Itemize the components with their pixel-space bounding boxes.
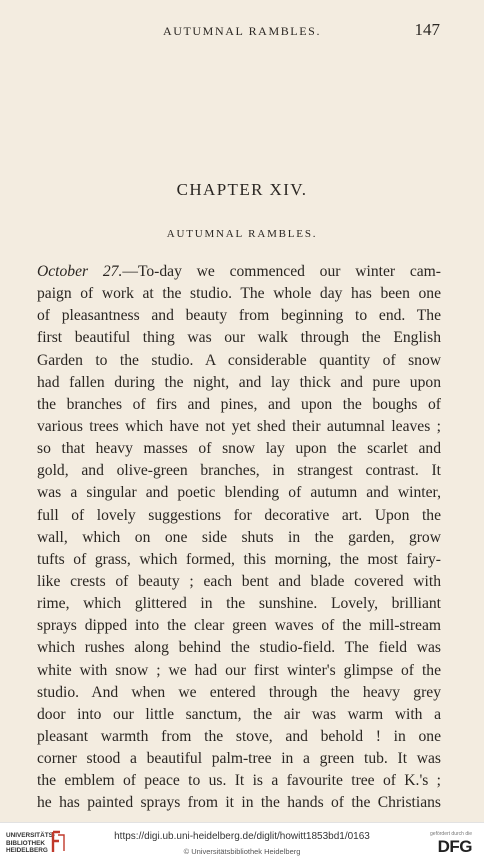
text-line: various trees which have not yet shed their autumnal leaves ; <box>37 417 441 435</box>
text-line: the emblem of peace to us. It is a favourite tree of K.'s ; <box>37 772 441 790</box>
text-line: which rushes along behind the studio-field. The field was <box>37 639 441 657</box>
page-number: 147 <box>414 20 440 39</box>
text-line: white with snow ; we had our first winter's glimpse of the <box>37 661 441 679</box>
entry-date: October 27. <box>37 263 123 280</box>
text-line: paign of work at the studio. The whole day has been one <box>37 285 441 303</box>
dfg-logo[interactable]: DFG <box>437 837 472 856</box>
text-line: door into our little sanctum, the air was warm with a <box>37 705 441 723</box>
text-line: so that heavy masses of snow lay upon the scarlet and <box>37 440 441 458</box>
dfg-funding-note: gefördert durch die <box>430 831 472 837</box>
first-line-text: —To-day we commenced our winter cam- <box>122 263 441 280</box>
text-line: first beautiful thing was our walk through the English <box>37 329 441 347</box>
chapter-title: CHAPTER XIV. <box>176 180 308 199</box>
body-text <box>37 261 441 815</box>
text-line: Garden to the studio. A considerable quantity of snow <box>37 351 441 369</box>
text-line: corner stood a beautiful palm-tree in a green tub. It was <box>37 750 441 768</box>
text-line: tufts of grass, which formed, this morning, the most fairy- <box>37 550 441 568</box>
text-line <box>37 261 441 283</box>
text-line: rime, which glittered in the sunshine. Lovely, brilliant <box>37 595 441 613</box>
text-line: gold, and olive-green branches, in strangest contrast. It <box>37 462 441 480</box>
text-line: pleasant warmth from the stove, and behold ! in one <box>37 727 441 745</box>
text-line: wall, which on one side shuts in the garden, grow <box>37 528 441 546</box>
uni-logo-line: UNIVERSITÄTS- <box>6 832 55 839</box>
chapter-subtitle: AUTUMNAL RAMBLES. <box>166 228 318 240</box>
copyright-notice: © Universitätsbibliothek Heidelberg <box>183 847 301 856</box>
text-line: full of lovely suggestions for decorative art. Upon the <box>37 506 441 524</box>
running-head: AUTUMNAL RAMBLES. <box>162 24 322 38</box>
text-line: was a singular and poetic blending of autumn and winter, <box>37 484 441 502</box>
text-line: he has painted sprays from it in the hands of the Christians <box>37 794 441 812</box>
text-line: the branches of firs and pines, and upon the boughs of <box>37 395 441 413</box>
viewer-footer <box>0 822 484 864</box>
text-line: had fallen during the night, and lay thick and pure upon <box>37 373 441 391</box>
text-line: studio. And when we entered through the heavy grey <box>37 683 441 701</box>
permalink-url[interactable]: https://digi.ub.uni-heidelberg.de/diglit/howitt1853bd1/0163 <box>114 831 370 842</box>
uni-logo-line: HEIDELBERG <box>6 847 48 855</box>
uni-logo-line: BIBLIOTHEK <box>6 839 46 847</box>
text-line: sprays dipped into the clear green waves of the mill-stream <box>37 617 441 635</box>
text-line: of pleasantness and beauty from beginning to end. The <box>37 307 441 325</box>
text-line: like crests of beauty ; each bent and blade covered with <box>37 572 441 590</box>
